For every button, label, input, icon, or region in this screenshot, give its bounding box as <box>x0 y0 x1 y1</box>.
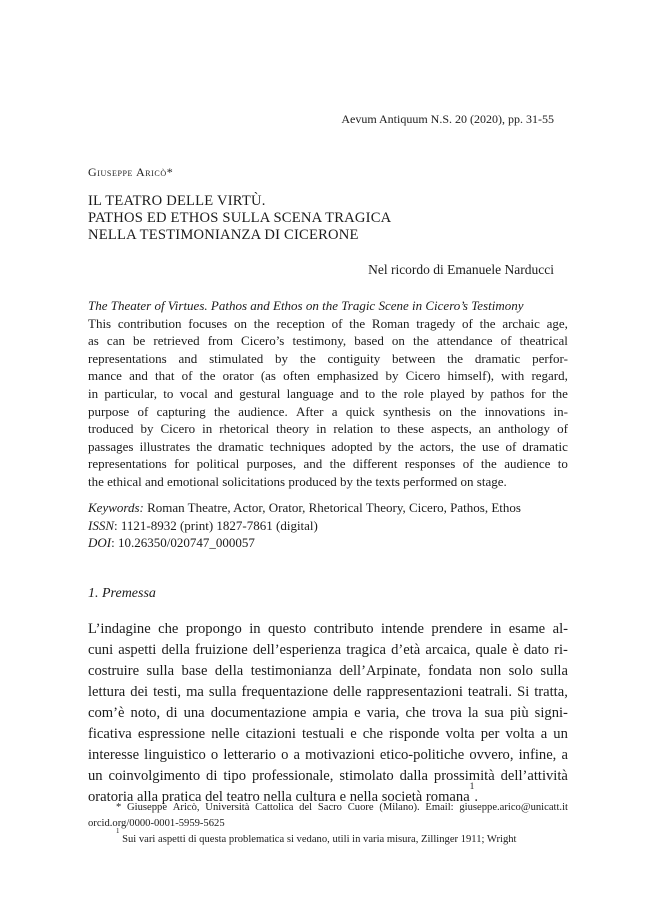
abstract-line <box>88 332 568 350</box>
word: un <box>553 726 568 742</box>
word: documentazione <box>210 705 307 721</box>
word: in <box>249 621 261 637</box>
word: Email: <box>425 802 454 813</box>
word: mance <box>88 368 122 384</box>
word: a <box>293 747 300 763</box>
issn-label: ISSN <box>88 517 114 533</box>
word: che <box>362 726 384 742</box>
word: actors, <box>419 438 454 454</box>
word: più <box>509 705 529 721</box>
word: cuni <box>88 642 114 658</box>
word: com’è <box>88 705 125 721</box>
word: the <box>329 456 346 472</box>
word: testuali <box>301 726 345 742</box>
abstract-line <box>88 367 568 385</box>
section-heading: 1. Premessa <box>88 586 156 601</box>
footnote-orcid[interactable]: orcid.org/0000-0001-5959-5625 <box>88 818 225 829</box>
word: fruizione <box>195 642 248 658</box>
word: by <box>275 350 289 366</box>
word: prossimità <box>433 768 495 784</box>
body-line <box>88 682 568 703</box>
word: a <box>540 726 548 742</box>
word: citazioni <box>245 726 296 742</box>
word: testimony, <box>292 333 347 349</box>
word: Cicero’s <box>241 333 285 349</box>
word: Cicero <box>405 368 441 384</box>
word: and <box>214 385 233 401</box>
word: of <box>331 315 343 331</box>
word: the <box>214 403 230 419</box>
word: questo <box>268 621 307 637</box>
word: volta <box>505 726 535 742</box>
word: on <box>234 315 248 331</box>
word: risponde <box>389 726 440 742</box>
word: for <box>174 456 190 472</box>
abstract-line <box>88 420 568 438</box>
body-line <box>88 766 568 787</box>
word: in <box>202 421 213 437</box>
word: the <box>447 350 464 366</box>
keywords-value: Roman Theatre, Actor, Orator, Rhetorical Theory, Cicero, Pathos, Ethos <box>147 500 521 515</box>
word: passages <box>88 438 134 454</box>
word: orator <box>222 368 254 384</box>
word: troduced <box>88 421 134 437</box>
word: purposes, <box>246 456 297 472</box>
word: per <box>480 726 500 742</box>
word: giuseppe.arico@unicatt.it <box>459 802 568 813</box>
word: rhetorical <box>219 421 270 437</box>
word: in <box>88 385 99 401</box>
word: testimonianza <box>250 663 332 679</box>
word: and <box>178 350 198 366</box>
abstract-line <box>88 315 568 333</box>
word: sulla <box>540 663 568 679</box>
issn-value: : 1121-8932 (print) 1827-7861 (digital) <box>114 517 318 533</box>
word: o <box>210 747 219 763</box>
word: non <box>479 663 502 679</box>
journal-reference: Aevum Antiquum N.S. 20 (2020), pp. 31-55 <box>341 112 554 126</box>
word: prendere <box>431 621 483 637</box>
word: the <box>381 385 398 401</box>
word: This <box>88 315 112 331</box>
word: che <box>158 621 179 637</box>
word: dalla <box>399 768 428 784</box>
word: dell’esperienza <box>252 642 342 658</box>
body-line: oratoria alla pratica del teatro nella cultura e nella società romana <box>88 789 470 805</box>
word: delle <box>333 684 362 700</box>
footnote-author <box>88 800 568 816</box>
word: dei <box>130 684 149 700</box>
word: un <box>88 768 103 784</box>
word: dramatic <box>218 438 264 454</box>
word: emphasized <box>317 368 379 384</box>
word: tragica <box>346 642 386 658</box>
word: interesse <box>88 747 140 763</box>
word: to <box>364 385 376 401</box>
word: ma <box>186 684 204 700</box>
word: dato <box>523 642 549 658</box>
word: Sacro <box>317 802 342 813</box>
word: the <box>552 385 568 401</box>
word: Cattolica <box>255 802 294 813</box>
word: tratta, <box>534 684 568 700</box>
word: between <box>392 350 436 366</box>
word: himself), <box>447 368 495 384</box>
word: etico-politiche <box>379 747 465 763</box>
word: contiguity <box>327 350 381 366</box>
word: ampia <box>312 705 349 721</box>
word: the <box>299 350 316 366</box>
word: use <box>482 438 500 454</box>
word: regard, <box>531 368 568 384</box>
issn-row <box>88 517 521 535</box>
word: based <box>354 333 384 349</box>
article-metadata <box>88 499 521 552</box>
word: techniques <box>269 438 326 454</box>
word: stimolato <box>339 768 394 784</box>
word: nelle <box>211 726 240 742</box>
word: dramatic <box>522 438 568 454</box>
title-line: IL TEATRO DELLE VIRTÙ. <box>88 193 266 209</box>
word: volta <box>445 726 475 742</box>
word: adopted <box>331 438 373 454</box>
word: the <box>349 315 366 331</box>
word: responses <box>404 456 456 472</box>
word: often <box>283 368 310 384</box>
word: (Milano). <box>379 802 420 813</box>
word: reception <box>276 315 325 331</box>
word: the <box>460 438 476 454</box>
abstract <box>88 297 568 491</box>
word: professionale, <box>251 768 334 784</box>
body-line <box>88 661 568 682</box>
word: la <box>467 705 479 721</box>
word: al- <box>552 621 568 637</box>
word: coinvolgimento <box>108 768 201 784</box>
word: in <box>489 621 502 637</box>
word: lettura <box>88 684 126 700</box>
word: frequentazione <box>241 684 329 700</box>
word: to <box>557 456 568 472</box>
word: ri- <box>554 642 568 658</box>
word: synthesis <box>383 403 431 419</box>
word: role <box>403 385 424 401</box>
word: è <box>512 642 519 658</box>
word: ovvero, <box>469 747 514 763</box>
footnote-marker: 1 <box>116 828 120 835</box>
footnote-reference[interactable]: 1 <box>469 782 475 792</box>
word: and <box>129 368 148 384</box>
word: by <box>140 421 154 437</box>
title-line: NELLA TESTIMONIANZA DI CICERONE <box>88 227 359 243</box>
abstract-line <box>88 403 568 421</box>
word: di <box>166 705 178 721</box>
word: sulla <box>208 684 237 700</box>
word: (as <box>260 368 276 384</box>
word: attendance <box>436 333 493 349</box>
word: Giuseppe <box>127 802 168 813</box>
body-line <box>88 745 568 766</box>
word: from <box>207 333 233 349</box>
word: stimulated <box>209 350 264 366</box>
abstract-line: the ethical and emotional solicitations produced by the texts performed on stage. <box>88 473 507 489</box>
word: teatrali. <box>467 684 513 700</box>
word: can <box>106 333 125 349</box>
word: a <box>561 747 568 763</box>
word: on <box>439 403 453 419</box>
footnote-1 <box>88 828 568 848</box>
word: contribution <box>117 315 182 331</box>
abstract-line <box>88 438 568 456</box>
word: of <box>505 438 517 454</box>
word: dell’attività <box>500 768 568 784</box>
word: retrieved <box>153 333 200 349</box>
word: by <box>385 368 399 384</box>
word: in <box>316 421 327 437</box>
word: della <box>161 642 190 658</box>
title-line: PATHOS ED ETHOS SULLA SCENA TRAGICA <box>88 210 392 226</box>
body-line <box>88 640 568 661</box>
dedication: Nel ricordo di Emanuele Narducci <box>368 262 554 277</box>
word: costruire <box>88 663 140 679</box>
word: gestural <box>239 385 281 401</box>
word: tragedy <box>416 315 456 331</box>
word: * <box>116 802 122 813</box>
word: on <box>391 333 405 349</box>
word: base <box>181 663 208 679</box>
word: with <box>501 368 525 384</box>
word: letterario <box>223 747 276 763</box>
word: sulla <box>146 663 175 679</box>
word: capturing <box>156 403 206 419</box>
word: to <box>380 421 391 437</box>
word: that <box>154 368 175 384</box>
word: espressione <box>137 726 206 742</box>
word: tipo <box>223 768 247 784</box>
word: the <box>460 403 477 419</box>
word: audience <box>504 456 551 472</box>
doi-row <box>88 534 521 552</box>
word: the <box>480 456 497 472</box>
abstract-line <box>88 455 568 473</box>
word: be <box>133 333 146 349</box>
word: d’età <box>391 642 421 658</box>
word: aspetti <box>118 642 157 658</box>
word: the <box>479 315 496 331</box>
word: una <box>183 705 205 721</box>
word: language <box>286 385 334 401</box>
word: quick <box>345 403 375 419</box>
body-line-end: . <box>474 789 479 805</box>
word: by <box>378 438 392 454</box>
footnote-1-text: Sui vari aspetti di questa problematica si vedano, utili in varia misura, Zillinger 1911; Wright <box>122 834 517 845</box>
word: an <box>478 421 492 437</box>
word: intende <box>381 621 424 637</box>
word: rappresentazioni <box>366 684 463 700</box>
word: the <box>199 368 216 384</box>
abstract-line <box>88 350 568 368</box>
word: L’indagine <box>88 621 151 637</box>
word: purpose <box>88 403 130 419</box>
word: trova <box>431 705 462 721</box>
word: ficativa <box>88 726 132 742</box>
word: audience. <box>238 403 288 419</box>
word: and <box>303 456 323 472</box>
word: e <box>354 705 361 721</box>
word: the <box>412 333 429 349</box>
abstract-title: The Theater of Virtues. Pathos and Ethos on the Tragic Scene in Cicero’s Testimony <box>88 298 524 313</box>
keywords-row <box>88 499 521 517</box>
word: to <box>163 385 174 401</box>
word: varia, <box>366 705 400 721</box>
body-line <box>88 703 568 724</box>
word: Aricò, <box>172 802 200 813</box>
word: di <box>206 768 218 784</box>
word: as <box>88 333 99 349</box>
word: illustrates <box>139 438 191 454</box>
word: innovations <box>484 403 546 419</box>
word: of <box>462 315 473 331</box>
word: of <box>500 333 512 349</box>
word: signi- <box>534 705 568 721</box>
word: Università <box>205 802 250 813</box>
doi-value: : 10.26350/020747_000057 <box>111 535 255 551</box>
word: pathos <box>490 385 525 401</box>
word: Roman <box>371 315 410 331</box>
word: solo <box>508 663 533 679</box>
word: the <box>253 315 270 331</box>
word: theatrical <box>519 333 568 349</box>
word: arcaica, <box>425 642 471 658</box>
footnotes <box>88 800 568 848</box>
word: Cicero <box>160 421 196 437</box>
word: in- <box>553 403 568 419</box>
word: political <box>196 456 240 472</box>
word: different <box>352 456 398 472</box>
body-line <box>88 724 568 745</box>
word: After <box>296 403 324 419</box>
word: dramatic <box>474 350 521 366</box>
word: focuses <box>188 315 228 331</box>
word: by <box>471 385 485 401</box>
word: che <box>405 705 426 721</box>
word: della <box>214 663 244 679</box>
word: played <box>430 385 465 401</box>
word: quale <box>475 642 508 658</box>
word: particular, <box>104 385 157 401</box>
word: vocal <box>179 385 208 401</box>
word: aspects, <box>430 421 472 437</box>
word: noto, <box>130 705 161 721</box>
abstract-line <box>88 385 568 403</box>
body-paragraph <box>88 619 568 808</box>
word: dell’Arpinate, <box>339 663 421 679</box>
word: the <box>196 438 213 454</box>
word: sua <box>484 705 504 721</box>
word: Si <box>517 684 530 700</box>
word: fondata <box>428 663 472 679</box>
author-name: Giuseppe Aricò* <box>88 165 174 179</box>
word: linguistico <box>144 747 206 763</box>
word: perfor- <box>532 350 568 366</box>
word: of <box>462 456 474 472</box>
word: infine, <box>518 747 557 763</box>
word: contributo <box>313 621 374 637</box>
doi-label: DOI <box>88 535 112 551</box>
body-line <box>88 619 568 640</box>
word: e <box>350 726 357 742</box>
word: the <box>397 438 414 454</box>
word: and <box>339 385 359 401</box>
word: representations <box>88 350 167 366</box>
word: of <box>557 421 568 437</box>
word: a <box>331 403 338 419</box>
word: Cuore <box>347 802 374 813</box>
word: propongo <box>185 621 242 637</box>
word: motivazioni <box>305 747 375 763</box>
word: for <box>530 385 546 401</box>
word: of <box>137 403 149 419</box>
word: o <box>281 747 289 763</box>
keywords-label: Keywords: <box>88 500 144 515</box>
article-title <box>88 193 558 244</box>
word: del <box>299 802 313 813</box>
word: anthology <box>498 421 551 437</box>
word: archaic <box>502 315 540 331</box>
word: these <box>397 421 424 437</box>
word: relation <box>333 421 374 437</box>
word: esame <box>508 621 546 637</box>
word: theory <box>276 421 310 437</box>
word: testi, <box>153 684 182 700</box>
word: representations <box>88 456 167 472</box>
word: age, <box>546 315 568 331</box>
word: of <box>181 368 193 384</box>
